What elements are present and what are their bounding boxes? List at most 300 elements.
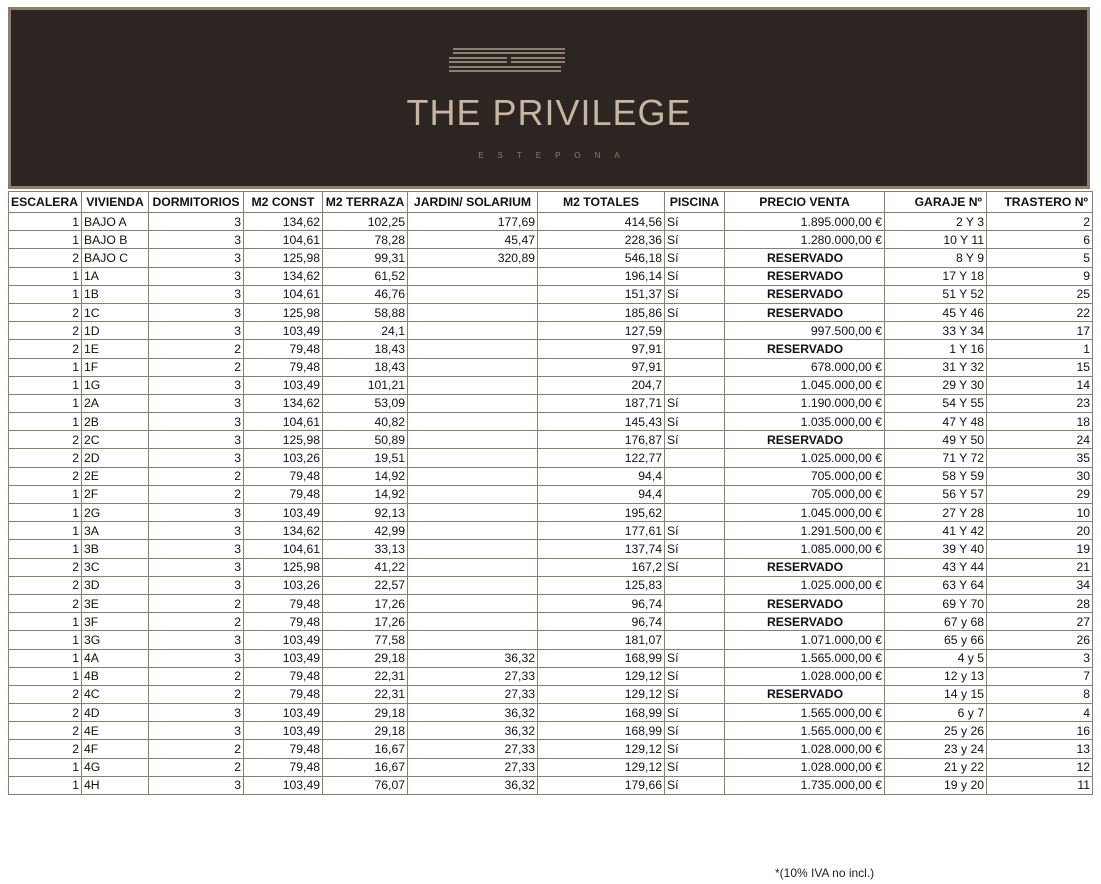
table-cell: 167,2 <box>538 558 665 576</box>
table-cell: 414,56 <box>538 213 665 231</box>
table-cell: 129,12 <box>538 740 665 758</box>
table-cell: 2 <box>149 594 244 612</box>
table-cell: 2 <box>9 740 82 758</box>
table-cell: 1 <box>9 776 82 794</box>
table-cell: 3 <box>149 285 244 303</box>
table-cell <box>665 358 725 376</box>
table-cell: 2 <box>9 576 82 594</box>
table-cell: RESERVADO <box>725 594 885 612</box>
table-cell: 96,74 <box>538 613 665 631</box>
table-cell: BAJO B <box>82 231 149 249</box>
table-cell: 2 <box>9 303 82 321</box>
table-cell: 104,61 <box>244 413 323 431</box>
table-cell: 134,62 <box>244 213 323 231</box>
table-cell: 168,99 <box>538 649 665 667</box>
table-cell: 4A <box>82 649 149 667</box>
table-cell: Sí <box>665 267 725 285</box>
table-cell: 42,99 <box>323 522 408 540</box>
table-body <box>9 213 1093 795</box>
table-cell: RESERVADO <box>725 249 885 267</box>
table-cell: 4B <box>82 667 149 685</box>
table-cell: 1 <box>9 413 82 431</box>
table-cell: 179,66 <box>538 776 665 794</box>
table-cell: 23 y 24 <box>885 740 987 758</box>
table-cell: 1.565.000,00 € <box>725 722 885 740</box>
table-cell <box>408 394 538 412</box>
table-cell: Sí <box>665 285 725 303</box>
table-cell: 43 Y 44 <box>885 558 987 576</box>
table-cell: 79,48 <box>244 613 323 631</box>
table-cell: 4F <box>82 740 149 758</box>
table-cell: 7 <box>987 667 1093 685</box>
table-cell: 23 <box>987 394 1093 412</box>
table-cell: 3 <box>149 449 244 467</box>
col-header: JARDIN/ SOLARIUM <box>408 192 538 213</box>
table-cell: 11 <box>987 776 1093 794</box>
table-cell <box>665 340 725 358</box>
table-cell: 3 <box>149 704 244 722</box>
table-row <box>9 776 1093 794</box>
table-cell: 125,98 <box>244 431 323 449</box>
table-cell: 13 <box>987 740 1093 758</box>
table-cell: 1 <box>9 522 82 540</box>
table-cell: 2 <box>149 340 244 358</box>
table-cell <box>665 504 725 522</box>
table-cell: 12 <box>987 758 1093 776</box>
table-cell: 21 <box>987 558 1093 576</box>
table-cell: 1.085.000,00 € <box>725 540 885 558</box>
table-cell: 3 <box>149 231 244 249</box>
table-cell: 31 Y 32 <box>885 358 987 376</box>
table-cell: 1.045.000,00 € <box>725 376 885 394</box>
table-row <box>9 758 1093 776</box>
table-cell <box>408 631 538 649</box>
table-cell: 29,18 <box>323 722 408 740</box>
table-cell: 56 Y 57 <box>885 485 987 503</box>
table-cell: 3 <box>149 322 244 340</box>
brand-location: ESTEPONA <box>478 151 634 160</box>
price-table <box>8 191 1093 795</box>
table-cell: 26 <box>987 631 1093 649</box>
table-cell: Sí <box>665 413 725 431</box>
table-cell: 19 y 20 <box>885 776 987 794</box>
table-cell <box>408 285 538 303</box>
table-cell: 33,13 <box>323 540 408 558</box>
table-cell <box>408 303 538 321</box>
table-cell <box>408 540 538 558</box>
table-cell: Sí <box>665 558 725 576</box>
table-cell: 103,49 <box>244 649 323 667</box>
table-cell: 2F <box>82 485 149 503</box>
table-cell: 27,33 <box>408 740 538 758</box>
table-cell: 36,32 <box>408 649 538 667</box>
table-cell: 103,49 <box>244 631 323 649</box>
table-cell: 705.000,00 € <box>725 485 885 503</box>
table-cell: 47 Y 48 <box>885 413 987 431</box>
table-cell: 3 <box>149 394 244 412</box>
table-cell: 168,99 <box>538 722 665 740</box>
table-cell: 79,48 <box>244 594 323 612</box>
table-cell: Sí <box>665 776 725 794</box>
table-row <box>9 704 1093 722</box>
table-cell: 46,76 <box>323 285 408 303</box>
table-cell: 103,49 <box>244 704 323 722</box>
table-row <box>9 740 1093 758</box>
table-cell: Sí <box>665 431 725 449</box>
col-header: DORMITORIOS <box>149 192 244 213</box>
table-cell: 4 y 5 <box>885 649 987 667</box>
table-cell: 27 <box>987 613 1093 631</box>
table-cell: 3 <box>149 558 244 576</box>
table-cell: 1 <box>9 358 82 376</box>
table-cell: 134,62 <box>244 522 323 540</box>
table-row <box>9 504 1093 522</box>
table-cell: 196,14 <box>538 267 665 285</box>
table-cell: 18,43 <box>323 358 408 376</box>
table-cell: 24,1 <box>323 322 408 340</box>
table-cell: 8 Y 9 <box>885 249 987 267</box>
table-cell: 3 <box>149 776 244 794</box>
table-cell: 1B <box>82 285 149 303</box>
table-cell: 320,89 <box>408 249 538 267</box>
table-cell: 41,22 <box>323 558 408 576</box>
table-cell: 129,12 <box>538 758 665 776</box>
col-header: VIVIENDA <box>82 192 149 213</box>
table-cell: RESERVADO <box>725 613 885 631</box>
table-cell: 16,67 <box>323 758 408 776</box>
table-row <box>9 358 1093 376</box>
table-cell <box>408 413 538 431</box>
table-cell: 67 y 68 <box>885 613 987 631</box>
table-cell: 1.280.000,00 € <box>725 231 885 249</box>
table-cell: 28 <box>987 594 1093 612</box>
table-cell: 1 <box>9 504 82 522</box>
table-cell: 185,86 <box>538 303 665 321</box>
table-cell: 22 <box>987 303 1093 321</box>
table-cell: 1 <box>9 376 82 394</box>
table-cell: 1.565.000,00 € <box>725 704 885 722</box>
table-cell: 53,09 <box>323 394 408 412</box>
table-cell: 29,18 <box>323 704 408 722</box>
table-cell: Sí <box>665 540 725 558</box>
table-cell: 2B <box>82 413 149 431</box>
table-cell: 45,47 <box>408 231 538 249</box>
table-cell: RESERVADO <box>725 340 885 358</box>
table-cell: 2 <box>149 758 244 776</box>
table-cell: 33 Y 34 <box>885 322 987 340</box>
table-cell: 1.025.000,00 € <box>725 449 885 467</box>
table-cell: 3 <box>149 267 244 285</box>
table-cell: 10 <box>987 504 1093 522</box>
table-cell: 705.000,00 € <box>725 467 885 485</box>
table-cell: 3 <box>149 522 244 540</box>
table-row <box>9 613 1093 631</box>
table-cell: 168,99 <box>538 704 665 722</box>
table-cell: 79,48 <box>244 740 323 758</box>
table-cell: 3F <box>82 613 149 631</box>
table-cell: 19 <box>987 540 1093 558</box>
table-cell: 137,74 <box>538 540 665 558</box>
table-cell: 22,57 <box>323 576 408 594</box>
col-header: PISCINA <box>665 192 725 213</box>
table-cell: 25 y 26 <box>885 722 987 740</box>
table-cell: 99,31 <box>323 249 408 267</box>
table-cell: 92,13 <box>323 504 408 522</box>
table-cell: Sí <box>665 685 725 703</box>
table-cell: 2G <box>82 504 149 522</box>
table-row <box>9 685 1093 703</box>
table-row <box>9 649 1093 667</box>
table-cell: 134,62 <box>244 267 323 285</box>
table-cell: 103,26 <box>244 449 323 467</box>
table-cell <box>408 594 538 612</box>
table-cell: 177,69 <box>408 213 538 231</box>
table-cell: 181,07 <box>538 631 665 649</box>
table-header-row <box>9 192 1093 213</box>
col-header: GARAJE Nº <box>885 192 987 213</box>
table-cell: 4E <box>82 722 149 740</box>
table-cell: 103,49 <box>244 504 323 522</box>
col-header: PRECIO VENTA <box>725 192 885 213</box>
table-row <box>9 558 1093 576</box>
table-row <box>9 340 1093 358</box>
table-cell: 35 <box>987 449 1093 467</box>
table-cell: 9 <box>987 267 1093 285</box>
table-cell: 2 <box>9 685 82 703</box>
table-cell: 1.071.000,00 € <box>725 631 885 649</box>
table-cell: 18 <box>987 413 1093 431</box>
table-cell <box>665 485 725 503</box>
table-cell: Sí <box>665 758 725 776</box>
table-cell: 1.565.000,00 € <box>725 649 885 667</box>
table-cell: 3B <box>82 540 149 558</box>
table-cell <box>665 631 725 649</box>
table-cell: 1 <box>987 340 1093 358</box>
table-row <box>9 667 1093 685</box>
table-cell: 14,92 <box>323 467 408 485</box>
table-cell: 2 <box>987 213 1093 231</box>
table-cell: 1.735.000,00 € <box>725 776 885 794</box>
table-cell: 3 <box>149 413 244 431</box>
table-cell: 145,43 <box>538 413 665 431</box>
table-cell: 1G <box>82 376 149 394</box>
table-cell: 2 <box>9 249 82 267</box>
table-cell <box>408 267 538 285</box>
table-cell: 14,92 <box>323 485 408 503</box>
table-cell: 127,59 <box>538 322 665 340</box>
table-cell: 1 <box>9 267 82 285</box>
table-cell: 1 <box>9 540 82 558</box>
table-cell: 3 <box>149 504 244 522</box>
table-cell: 6 <box>987 231 1093 249</box>
table-cell: 3 <box>149 631 244 649</box>
table-cell <box>665 613 725 631</box>
table-cell: RESERVADO <box>725 285 885 303</box>
col-header: M2 TERRAZA <box>323 192 408 213</box>
table-cell: 12 y 13 <box>885 667 987 685</box>
table-cell: 103,49 <box>244 776 323 794</box>
table-row <box>9 413 1093 431</box>
table-cell: 97,91 <box>538 340 665 358</box>
table-cell: RESERVADO <box>725 685 885 703</box>
table-cell: Sí <box>665 740 725 758</box>
table-cell: 125,83 <box>538 576 665 594</box>
table-cell: 4G <box>82 758 149 776</box>
table-cell: 204,7 <box>538 376 665 394</box>
table-cell: 1.028.000,00 € <box>725 740 885 758</box>
table-cell: RESERVADO <box>725 431 885 449</box>
table-cell: 78,28 <box>323 231 408 249</box>
table-cell: 40,82 <box>323 413 408 431</box>
table-cell: 2 <box>9 722 82 740</box>
table-row <box>9 249 1093 267</box>
col-header: M2 CONST <box>244 192 323 213</box>
table-cell: 79,48 <box>244 667 323 685</box>
table-cell: 27 Y 28 <box>885 504 987 522</box>
table-cell: 58 Y 59 <box>885 467 987 485</box>
table-row <box>9 594 1093 612</box>
table-row <box>9 485 1093 503</box>
table-cell: 76,07 <box>323 776 408 794</box>
table-row <box>9 303 1093 321</box>
table-cell: 2 <box>9 431 82 449</box>
table-cell: 1.028.000,00 € <box>725 758 885 776</box>
table-cell: 101,21 <box>323 376 408 394</box>
table-cell <box>665 594 725 612</box>
table-cell: 1D <box>82 322 149 340</box>
table-cell: 1 <box>9 485 82 503</box>
table-cell <box>408 485 538 503</box>
table-cell: 3 <box>149 213 244 231</box>
table-cell: 77,58 <box>323 631 408 649</box>
table-cell: 104,61 <box>244 285 323 303</box>
table-cell: 1.291.500,00 € <box>725 522 885 540</box>
table-cell: 15 <box>987 358 1093 376</box>
table-cell: 1 <box>9 231 82 249</box>
table-cell: 134,62 <box>244 394 323 412</box>
table-cell: 3 <box>149 576 244 594</box>
col-header: ESCALERA <box>9 192 82 213</box>
table-row <box>9 431 1093 449</box>
table-row <box>9 631 1093 649</box>
table-cell: RESERVADO <box>725 267 885 285</box>
table-cell: 1.035.000,00 € <box>725 413 885 431</box>
footnote: *(10% IVA no incl.) <box>775 866 875 880</box>
table-cell: Sí <box>665 667 725 685</box>
table-cell: 29,18 <box>323 649 408 667</box>
table-cell: 2 Y 3 <box>885 213 987 231</box>
table-cell: 79,48 <box>244 758 323 776</box>
table-cell: 14 <box>987 376 1093 394</box>
table-cell: 2 <box>149 740 244 758</box>
table-cell: 63 Y 64 <box>885 576 987 594</box>
table-cell: BAJO A <box>82 213 149 231</box>
col-header: M2 TOTALES <box>538 192 665 213</box>
table-cell: 71 Y 72 <box>885 449 987 467</box>
table-cell: 2C <box>82 431 149 449</box>
table-cell: 1 Y 16 <box>885 340 987 358</box>
table-cell: 2 <box>149 467 244 485</box>
table-cell: 1 <box>9 613 82 631</box>
col-header: TRASTERO Nº <box>987 192 1093 213</box>
table-cell: 151,37 <box>538 285 665 303</box>
table-row <box>9 231 1093 249</box>
table-cell <box>665 449 725 467</box>
table-cell: 96,74 <box>538 594 665 612</box>
table-cell: 1 <box>9 213 82 231</box>
table-cell: 122,77 <box>538 449 665 467</box>
brand-logo-icon <box>447 46 567 74</box>
table-cell: 125,98 <box>244 249 323 267</box>
table-cell: Sí <box>665 303 725 321</box>
table-row <box>9 722 1093 740</box>
table-cell: 14 y 15 <box>885 685 987 703</box>
table-cell: 102,25 <box>323 213 408 231</box>
table-cell: 1.028.000,00 € <box>725 667 885 685</box>
table-cell: 187,71 <box>538 394 665 412</box>
table-cell: 2 <box>149 358 244 376</box>
table-cell: 1F <box>82 358 149 376</box>
table-cell: Sí <box>665 704 725 722</box>
brand-header <box>8 7 1090 189</box>
table-cell: 3A <box>82 522 149 540</box>
table-cell: 1C <box>82 303 149 321</box>
table-cell: 51 Y 52 <box>885 285 987 303</box>
table-cell: 125,98 <box>244 558 323 576</box>
table-cell: 1 <box>9 758 82 776</box>
table-cell <box>408 504 538 522</box>
table-cell: 54 Y 55 <box>885 394 987 412</box>
table-cell: Sí <box>665 394 725 412</box>
table-cell: 79,48 <box>244 485 323 503</box>
table-cell: 125,98 <box>244 303 323 321</box>
table-cell: 41 Y 42 <box>885 522 987 540</box>
table-cell: 1 <box>9 285 82 303</box>
table-cell: 2E <box>82 467 149 485</box>
table-cell: 79,48 <box>244 467 323 485</box>
table-cell: 29 <box>987 485 1093 503</box>
table-cell: 678.000,00 € <box>725 358 885 376</box>
table-cell <box>408 340 538 358</box>
table-row <box>9 376 1093 394</box>
table-cell: 20 <box>987 522 1093 540</box>
table-cell: 36,32 <box>408 776 538 794</box>
table-cell: 2A <box>82 394 149 412</box>
table-cell: 3G <box>82 631 149 649</box>
table-cell: 10 Y 11 <box>885 231 987 249</box>
table-cell: 129,12 <box>538 685 665 703</box>
table-cell: 2 <box>9 340 82 358</box>
table-cell: 79,48 <box>244 340 323 358</box>
table-cell: 3C <box>82 558 149 576</box>
table-cell: 3 <box>149 649 244 667</box>
table-cell <box>408 522 538 540</box>
table-cell: 2 <box>9 594 82 612</box>
table-row <box>9 213 1093 231</box>
table-cell: 29 Y 30 <box>885 376 987 394</box>
table-cell: 22,31 <box>323 667 408 685</box>
table-cell: 17 <box>987 322 1093 340</box>
table-cell: 3 <box>149 376 244 394</box>
table-cell: 103,49 <box>244 722 323 740</box>
table-row <box>9 285 1093 303</box>
table-cell: 50,89 <box>323 431 408 449</box>
table-cell: 58,88 <box>323 303 408 321</box>
table-cell: 2 <box>149 485 244 503</box>
table-cell: 546,18 <box>538 249 665 267</box>
table-cell: 16,67 <box>323 740 408 758</box>
table-cell: Sí <box>665 649 725 667</box>
